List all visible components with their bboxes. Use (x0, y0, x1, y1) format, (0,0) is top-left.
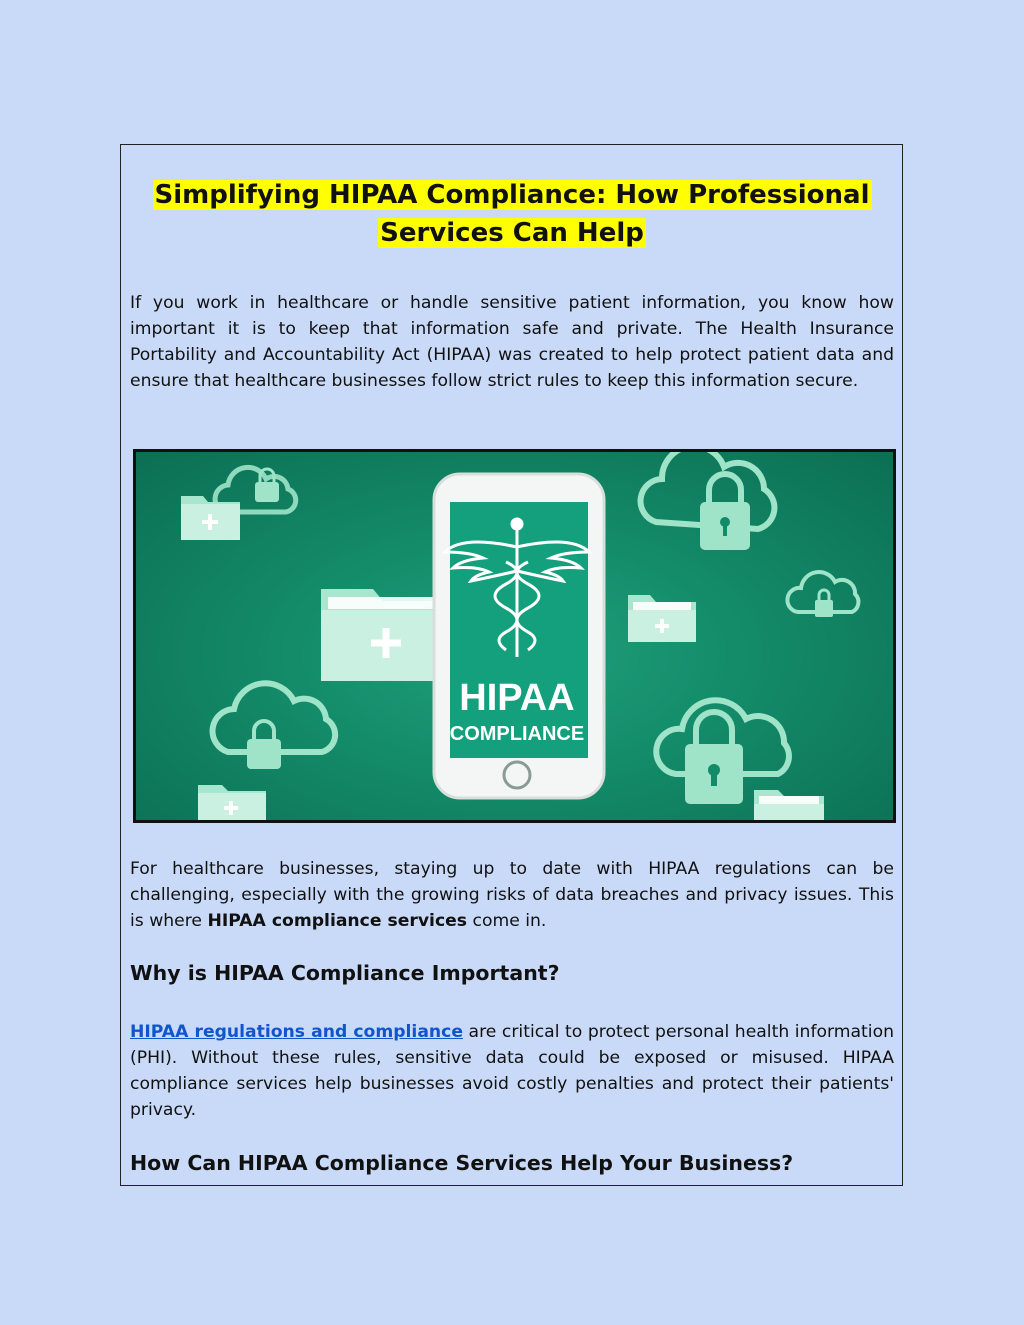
paragraph-importance (130, 1019, 894, 1123)
heading-how-help: How Can HIPAA Compliance Services Help Your Business? (130, 1151, 794, 1175)
heading-why-important: Why is HIPAA Compliance Important? (130, 961, 560, 985)
lock-icon (255, 482, 279, 502)
paragraph-services-start: For healthcare businesses, staying up to date with HIPAA regulations can be challenging, especially with the growing risks of data breaches and privacy issues. This is where (130, 859, 894, 931)
smartphone-illustration (434, 474, 604, 798)
medical-folder-icon (198, 785, 266, 820)
hipaa-regulations-link[interactable]: HIPAA regulations and compliance (130, 1022, 463, 1042)
page-title (0, 176, 1024, 252)
paragraph-services-end: come in. (467, 911, 547, 931)
paragraph-importance-rest: are critical to protect personal health information (PHI). Without these rules, sensitive data could be exposed or misused. HIPAA compliance services help businesses avoid costly penalties and protect their patients' privacy. (130, 1022, 894, 1120)
intro-paragraph: If you work in healthcare or handle sensitive patient information, you know how important it is to keep that information safe and private. The Health Insurance Portability and Accountability Act (HIPAA) was created to help protect patient data and ensure that healthcare businesses follow strict rules to keep this information secure. (130, 293, 894, 391)
hipaa-text: HIPAA (459, 677, 575, 719)
medical-folder-icon (181, 496, 240, 540)
medical-folder-icon (754, 790, 824, 820)
compliance-text: COMPLIANCE (449, 723, 585, 745)
paragraph-services-bold: HIPAA compliance services (207, 911, 468, 931)
medical-folder-icon (321, 589, 452, 681)
medical-folder-icon (628, 595, 696, 642)
title-line-2: Services Can Help (380, 218, 644, 248)
paragraph-services (130, 856, 894, 934)
title-line-1: Simplifying HIPAA Compliance: How Professional (154, 180, 870, 210)
hipaa-compliance-image (133, 449, 896, 823)
